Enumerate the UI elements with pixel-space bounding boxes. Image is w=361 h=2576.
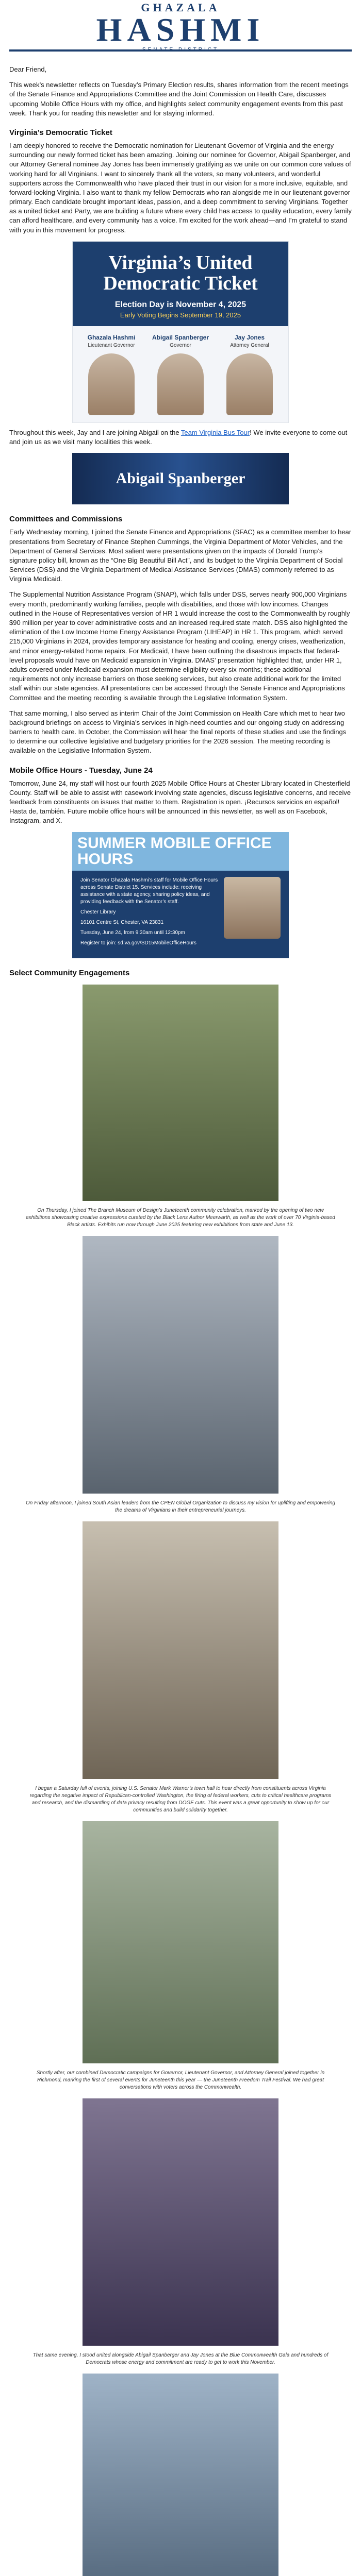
committees-heading: Committees and Commissions [9, 515, 123, 524]
candidate-office: Governor [170, 342, 191, 348]
candidate-card [219, 333, 281, 415]
bus-tour-paragraph [9, 428, 352, 447]
candidate-name: Ghazala Hashmi [87, 334, 136, 342]
community-photo [83, 985, 278, 1201]
candidate-portrait [88, 353, 135, 415]
logo-subtitle: SENATE DISTRICT [142, 47, 219, 53]
candidate-office: Attorney General [230, 342, 269, 348]
mobile-flyer-address: 16101 Centre St, Chester, VA 23831 [80, 919, 164, 925]
candidate-portrait [157, 353, 204, 415]
community-photo [83, 2098, 278, 2346]
committees-paragraph-1: Early Wednesday morning, I joined the Senate Finance and Appropriations (SFAC) as a committee member to hear presentations from Secretary of Finance Stephen Cummings, the Virginia Department of Motor Vehicles, and the Department of General Services. Most salient were presentations given on the impacts of Donald Trump’s signature policy bill, known as the “One Big Beautiful Bill Act”, and its budget to the Virginia Department of Social Services (DSS) and the Virginia Department of Medical Assistance Services (DMAS) commonly referred to as Virginia Medicaid. [9, 528, 352, 583]
ticket-heading: Virginia’s Democratic Ticket [9, 128, 112, 137]
flyer-candidates [73, 326, 288, 422]
mobile-flyer-body [80, 877, 281, 950]
newsletter-header [0, 0, 361, 53]
candidate-portrait [226, 353, 273, 415]
community-photo [83, 1821, 278, 2063]
mobile-flyer-register: Register to join: sd.va.gov/SD15MobileOfficeHours [80, 940, 196, 946]
flyer-election-date: Election Day is November 4, 2025 [114, 300, 247, 309]
bus-tour-text-post: ! We invite everyone to come out and join us as we visit many localities this week. [9, 428, 348, 446]
community-photo [83, 2374, 278, 2576]
logo-first-name: GHAZALA [141, 1, 220, 14]
candidate-name: Jay Jones [234, 334, 265, 342]
committees-paragraph-2: The Supplemental Nutrition Assistance Program (SNAP), which falls under DSS, serves nearly 900,000 Virginians every month, predominantly working families, people with disabilities, and those with low incomes. Changes outlined in the House of Representatives version of HR 1 would increase the cost to the Commonwealth by roughly $90 million per year to cover administrative costs and an increased required state match. DSS also highlighted the elimination of the Low Income Home Energy Assistance Program (LIHEAP) in HR 1. This program, which served 215,000 Virginians in 2024, provides temporary assistance for heating and cooling, energy crises, weatherization, and minor energy-related home repairs. For Medicaid, I have been outlining the disastrous impacts that federal-level proposals would have on Medicaid expansion in Virginia. DMAS’ presentation highlighted that, under HR 1, adults covered under Medicaid expansion must determine eligibility every six months; these additional requirements not only increase barriers on those seeking services, but also create additional work for the limited staff within our state agencies. All presentations can be accessed through the Senate Finance and Appropriations Committee and the meeting recording is available through the Legislative Information System. [9, 590, 350, 702]
flyer-header [73, 242, 288, 326]
community-caption: I began a Saturday full of events, joining U.S. Senator Mark Warner’s town hall to hear directly from constituents across Virginia regarding the negative impact of Republican-controlled Washington, the firing of federal workers, cuts to critical healthcare programs and research, and the dismantling of data privacy resulting from DOGE cuts. This event was a great opportunity to show up for our communities and build solidarity together. [29, 1785, 332, 1813]
logo-last-name: HASHMI [96, 11, 265, 48]
mobile-flyer-description: Join Senator Ghazala Hashmi’s staff for Mobile Office Hours across Senate District 15. Services include: receiving assistance with a state agency, sharing policy ideas, and providing feedback with the Senator’s staff. [80, 877, 218, 905]
mobile-office-paragraph: Tomorrow, June 24, my staff will host our fourth 2025 Mobile Office Hours at Chester Library located in Chesterfield County. Staff will be able to assist with casework involving state agencies, discuss legislative concerns, and receive feedback from constituents on issues that matter to them. Registration is open. ¡Recursos servicios en español! Hasta de, también. Future mobile office hours will be announced in this newsletter, as well as on Facebook, Instagram, and X. [9, 779, 351, 825]
candidate-office: Lieutenant Governor [88, 342, 135, 348]
community-caption: That same evening, I stood united alongside Abigail Spanberger and Jay Jones at the Blue Commonwealth Gala and hundreds of Democrats whose energy and commitment are ready to get to work this November. [32, 2352, 329, 2365]
community-photo [83, 1521, 278, 1779]
bus-tour-link[interactable]: Team Virginia Bus Tour [180, 428, 250, 436]
mobile-office-heading: Mobile Office Hours - Tuesday, June 24 [9, 766, 153, 775]
greeting: Dear Friend, [9, 65, 47, 73]
committees-paragraph-3: That same morning, I also served as interim Chair of the Joint Commission on Health Care which met to hear two background briefings on access to Virginia’s services in high-need counties and our ongoing study on addressing barriers to health care. In October, the Commission will hear the final reports of these studies and use the findings to determine our collective legislative and budgetary priorities for the 2026 session. The meeting recording is available on the Legislative Information System. [9, 709, 347, 755]
ticket-paragraph: I am deeply honored to receive the Democratic nomination for Lieutenant Governor of Virginia and the energy surrounding our newly formed ticket has been amazing. Joining our nominee for Governor, Abigail Spanberger, and our Attorney General nominee Jay Jones has been immensely gratifying as we unite on our common core values of working hard for all Virginians. I want to sincerely thank all the voters, so many volunteers, and wonderful supporters across the Commonwealth who have placed their trust in our vision for a more inclusive, equitable, and forward-looking Virginia. I also want to thank my fellow Democrats who ran alongside me in our lieutenant governor primary. Each candidate brought important ideas, passion, and a deep commitment to serving Virginians. Together as a united ticket and Party, we are building a future where every child has access to quality education, every family can afford healthcare, and every community has a voice. I’m excited for the work ahead—and I’m grateful to stand with you in this movement for progress. [9, 141, 352, 234]
mobile-flyer-time: Tuesday, June 24, from 9:30am until 12:30pm [80, 929, 185, 936]
community-caption: Shortly after, our combined Democratic campaigns for Governor, Lieutenant Governor, and Attorney General joined together in Richmond, marking the first of several events for Juneteenth this year — the Juneteenth Freedom Trail Festival. We had great conversations with voters across the Commonwealth. [36, 2070, 325, 2090]
ticket-flyer [72, 241, 289, 423]
mobile-flyer-photo [224, 877, 281, 939]
community-caption: On Thursday, I joined The Branch Museum of Design’s Juneteenth community celebration, marked by the opening of two new exhibitions showcasing creative expressions curated by the Black Lens Author Meerwarth, as well as the work of over 70 Virginia-based Black artists. Exhibits run now through June 2025 featuring new exhibitions from state and June 13. [26, 1207, 335, 1228]
newsletter-body [0, 52, 361, 2576]
community-heading: Select Community Engagements [9, 968, 130, 977]
bus-tour-photo [72, 453, 289, 504]
flyer-early-voting: Early Voting Begins September 19, 2025 [120, 311, 241, 319]
community-caption: On Friday afternoon, I joined South Asian leaders from the CPEN Global Organization to discuss my vision for uplifting and empowering the dreams of Virginians in their entrepreneurial journeys. [26, 1500, 335, 1513]
mobile-flyer-location: Chester Library [80, 909, 116, 915]
candidate-card [80, 333, 142, 415]
candidate-name: Abigail Spanberger [152, 334, 209, 342]
intro-paragraph: This week’s newsletter reflects on Tuesday’s Primary Election results, shares information from the recent meetings of the Senate Finance and Appropriations Committee and the Joint Commission on Health Care, discusses upcoming Mobile Office Hours with my office, and highlights select community engagement events from this past week. Thank you for reading this newsletter and for staying informed. [9, 81, 349, 117]
community-photo [83, 1236, 278, 1494]
candidate-card [150, 333, 211, 415]
bus-banner-text: Abigail Spanberger [116, 470, 245, 487]
mobile-office-flyer[interactable] [72, 832, 289, 958]
bus-tour-text-pre: Throughout this week, Jay and I are joining Abigail on the [9, 428, 181, 436]
mobile-flyer-title: SUMMER MOBILE OFFICE HOURS [72, 832, 289, 871]
mobile-flyer-details [80, 877, 219, 950]
flyer-title: Virginia’s United Democratic Ticket [103, 251, 258, 294]
